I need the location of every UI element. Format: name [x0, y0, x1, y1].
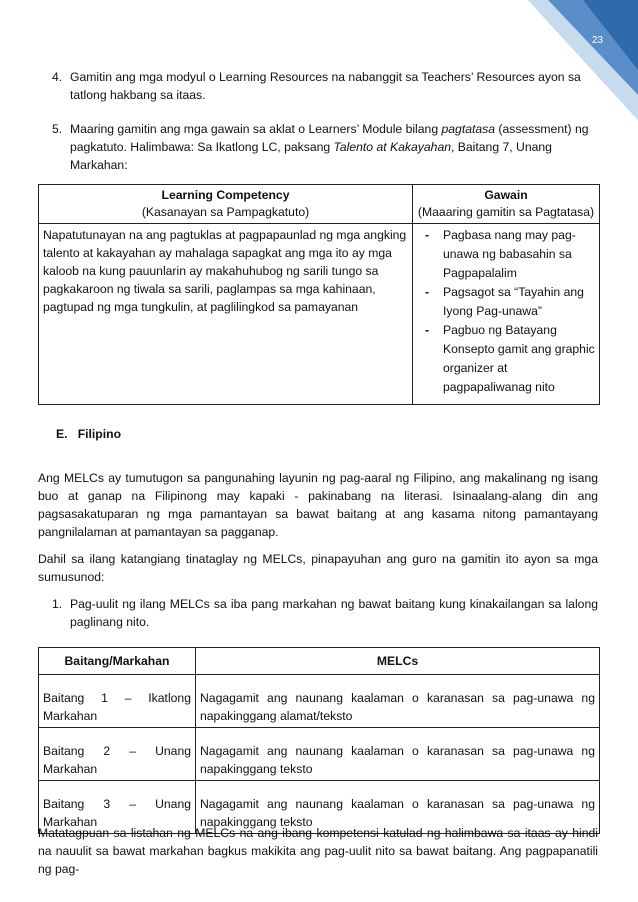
melcs-table [38, 647, 600, 834]
paragraph: Ang MELCs ay tumutugon sa pangunahing layunin ng pag-aaral ng Filipino, ang makalinang ng isang buo at ganap na Filipinong may kapaki - pakinabang na literasi. Isinaalang-alang din ang pagsasakatuparan ng mga pamantayan sa bawat baitang at ang kasama nitong pamantayang pangnilalaman at pamantayan sa pagganap. [38, 471, 598, 539]
table-row [39, 675, 600, 728]
section-heading: E. Filipino [56, 427, 122, 441]
grade-cell: Baitang 1 – Ikatlong Markahan [39, 675, 196, 728]
activity-item: - Pagbuo ng Batayang Konsepto gamit ang graphic organizer at pagpapaliwanag nito [417, 321, 595, 397]
melcs-header-grade: Baitang/Markahan [39, 648, 196, 675]
list-item-4 [38, 68, 598, 104]
lc-header-competency: Learning Competency (Kasanayan sa Pampagkatuto) [39, 185, 413, 224]
melc-cell: Nagagamit ang naunang kaalaman o karanasan sa pag-unawa ng napakinggang alamat/teksto [196, 675, 600, 728]
list-number: 5. [52, 122, 63, 136]
table-row [39, 728, 600, 781]
activity-item: - Pagbasa nang may pag-unawa ng babasahin sa Pagpapalalim [417, 226, 595, 283]
list-text: Pag-uulit ng ilang MELCs sa iba pang markahan ng bawat baitang kung kinakailangan sa lalong paglinang nito. [70, 597, 598, 629]
melc-cell: Nagagamit ang naunang kaalaman o karanasan sa pag-unawa ng napakinggang teksto [196, 781, 600, 834]
lc-activity-cell [413, 224, 600, 405]
melc-cell: Nagagamit ang naunang kaalaman o karanasan sa pag-unawa ng napakinggang teksto [196, 728, 600, 781]
page-number: 23 [591, 35, 603, 46]
list-text: Gamitin ang mga modyul o Learning Resources na nabanggit sa Teachers’ Resources ayon sa tatlong hakbang sa itaas. [70, 70, 581, 102]
list-item-5 [38, 120, 598, 174]
paragraph: Dahil sa ilang katangiang tinataglay ng MELCs, pinapayuhan ang guro na gamitin ito ayon sa mga sumusunod: [38, 552, 598, 584]
list-number: 4. [52, 70, 63, 84]
learning-competency-table [38, 184, 600, 405]
list-item-1 [38, 595, 598, 631]
melcs-header-melcs: MELCs [196, 648, 600, 675]
list-number: 1. [52, 597, 63, 611]
paragraph: Matatagpuan sa listahan ng MELCs na ang ibang kompetensi katulad ng halimbawa sa itaas ay hindi na nauulit sa bawat markahan bagkus makikita ang pag-uulit nito sa bawat baitang. Ang pagpapanatili ng pag- [38, 826, 598, 876]
grade-cell: Baitang 2 – Unang Markahan [39, 728, 196, 781]
lc-header-activity: Gawain (Maaaring gamitin sa Pagtatasa) [413, 185, 600, 224]
list-text: Maaring gamitin ang mga gawain sa aklat o Learners’ Module bilang pagtatasa (assessment) ng pagkatuto. Halimbawa: Sa Ikatlong LC, paksang Talento at Kakayahan, Baitang 7, Unang Markahan: [70, 122, 589, 172]
lc-competency-cell: Napatutunayan na ang pagtuklas at pagpapaunlad ng mga angking talento at kakayahan ay mahalaga sapagkat ang mga ito ay mga kaloob na kung pauunlarin ay makahuhubog ng sarili tungo sa pagkakaroon ng tiwala sa sarili, paglampas sa mga kahinaan, pagtupad ng mga tungkulin, at paglilingkod sa pamayanan [39, 224, 413, 405]
activity-item: - Pagsagot sa “Tayahin ang Iyong Pag-unawa” [417, 283, 595, 321]
grade-cell: Baitang 3 – Unang Markahan [39, 781, 196, 834]
